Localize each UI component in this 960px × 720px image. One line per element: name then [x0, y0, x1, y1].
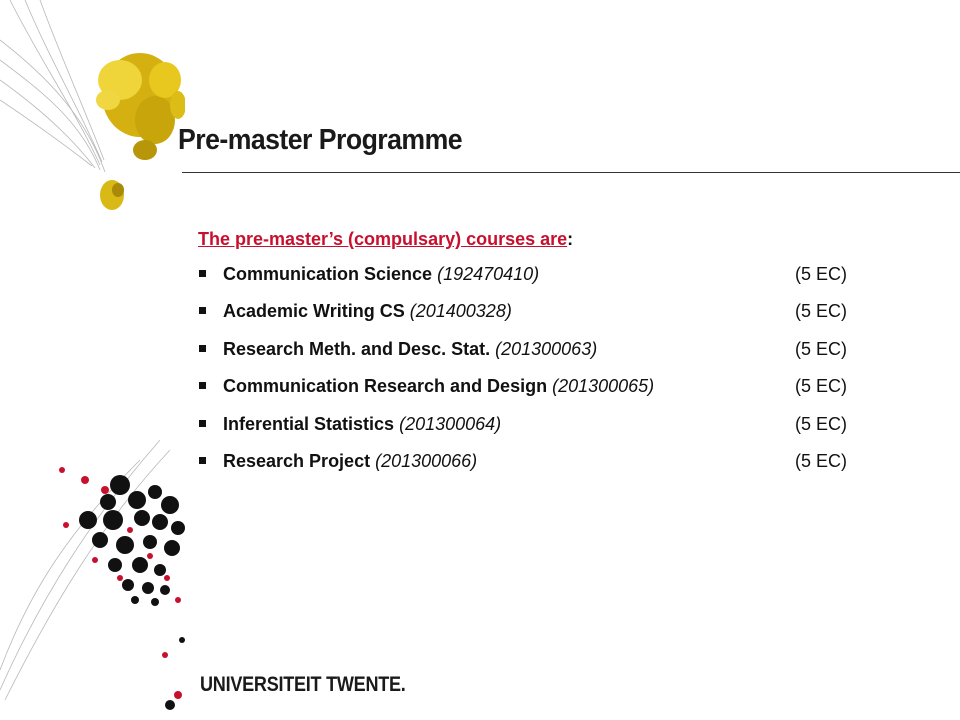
course-credits: (5 EC) [795, 338, 848, 359]
square-bullet-icon [199, 270, 206, 277]
course-code: (201300065) [552, 376, 655, 397]
square-bullet-icon [199, 457, 206, 464]
course-credits: (5 EC) [795, 376, 848, 397]
course-name: Academic Writing CS (201400328) [223, 301, 512, 322]
title-divider [182, 172, 960, 173]
course-name: Inferential Statistics (201300064) [223, 413, 502, 434]
course-code: (192470410) [437, 264, 540, 284]
course-name: Research Project (201300066) [223, 450, 478, 471]
courses-intro [198, 229, 573, 250]
course-code: (201300066) [375, 450, 478, 471]
course-credits: (5 EC) [795, 264, 848, 284]
university-logo: UNIVERSITEIT TWENTE. [200, 673, 406, 696]
course-credits: (5 EC) [795, 301, 848, 322]
course-name: Research Meth. and Desc. Stat. (201300063) [223, 338, 598, 359]
course-name: Communication Science (192470410) [223, 264, 540, 284]
dot-cluster [59, 467, 185, 710]
square-bullet-icon [199, 382, 206, 389]
course-credits: (5 EC) [795, 413, 848, 434]
square-bullet-icon [199, 420, 206, 427]
square-bullet-icon [199, 307, 206, 314]
course-credits: (5 EC) [795, 450, 848, 471]
page-title: Pre-master Programme [178, 124, 463, 156]
decorative-graphic [0, 0, 185, 720]
courses-intro-colon: : [567, 229, 574, 249]
course-code: (201300064) [399, 413, 502, 434]
course-name: Communication Research and Design (201300065) [223, 376, 655, 397]
square-bullet-icon [199, 345, 206, 352]
gold-cluster [96, 53, 185, 210]
course-code: (201400328) [409, 301, 512, 322]
course-code: (201300063) [495, 338, 598, 359]
courses-intro-label: The pre-master’s (compulsary) courses are [198, 229, 568, 249]
